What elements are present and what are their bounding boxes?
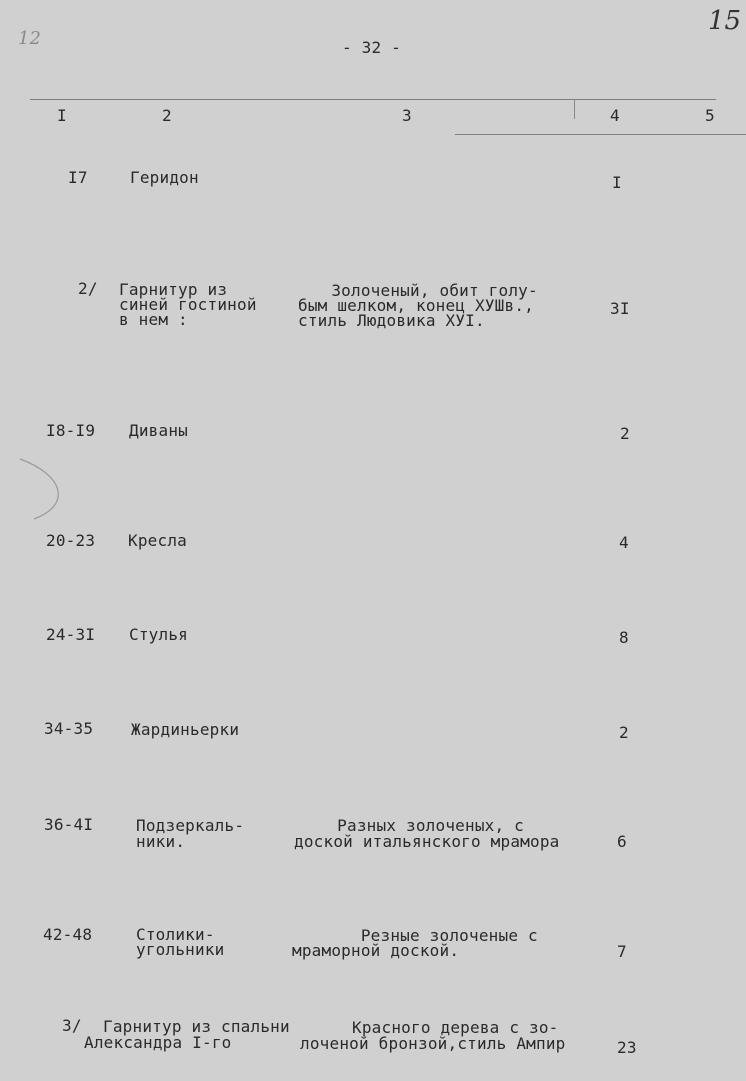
item-name: Диваны <box>129 421 188 440</box>
page-number: - 32 - <box>342 38 401 57</box>
item-description-line-2: бым шелком, конец ХУШв., <box>298 296 534 315</box>
item-name-line-2: ники. <box>136 832 186 851</box>
item-name-line-1: Столики- <box>136 925 215 944</box>
item-quantity: 2 <box>619 723 629 742</box>
item-number: 42-48 <box>43 925 93 944</box>
item-name: Кресла <box>128 531 187 550</box>
item-quantity: 23 <box>617 1038 637 1057</box>
item-number: 34-35 <box>44 719 94 738</box>
item-quantity: 8 <box>619 628 629 647</box>
sheet-number-handwritten: 15 <box>708 6 742 36</box>
item-description-line-3: стиль Людовика ХУI. <box>298 311 485 330</box>
item-quantity: 3I <box>610 299 630 318</box>
item-name-line-1: Гарнитур из <box>119 280 228 299</box>
header-bottom-rule <box>455 134 746 135</box>
pencil-mark-icon <box>14 455 74 525</box>
item-description-line-2: мраморной доской. <box>292 941 460 960</box>
item-number: 24-3I <box>46 625 96 644</box>
item-name-line-2: синей гостиной <box>119 295 257 314</box>
column-header-2: 2 <box>162 106 172 125</box>
item-quantity: 7 <box>617 942 627 961</box>
item-description-line-1: Золоченый, обит голу- <box>292 281 538 300</box>
item-quantity: 6 <box>617 832 627 851</box>
column-header-4: 4 <box>610 106 620 125</box>
column-header-3: 3 <box>402 106 412 125</box>
item-description-line-2: лоченой бронзой,стиль Ампир <box>300 1034 566 1053</box>
item-description-line-1: Красного дерева с зо- <box>352 1018 559 1037</box>
corner-mark: 12 <box>18 28 41 49</box>
item-name-line-1: Подзеркаль- <box>136 816 245 835</box>
item-description-line-2: доской итальянского мрамора <box>294 832 560 851</box>
column-header-1: I <box>57 106 67 125</box>
item-number: 36-4I <box>44 815 94 834</box>
column-divider <box>574 99 575 119</box>
item-quantity: I <box>612 173 622 192</box>
item-quantity: 4 <box>619 533 629 552</box>
item-name-line-1: Гарнитур из спальни <box>103 1017 290 1036</box>
header-top-rule <box>30 99 716 100</box>
item-name: Жардиньерки <box>131 720 240 739</box>
item-name: Стулья <box>129 625 188 644</box>
set-number: 3/ <box>62 1016 82 1035</box>
item-number: I8-I9 <box>46 421 96 440</box>
item-number: I7 <box>68 168 88 187</box>
item-description-line-1: Резные золоченые с <box>292 926 538 945</box>
set-number: 2/ <box>78 279 98 298</box>
item-name-line-2: угольники <box>136 940 225 959</box>
item-number: 20-23 <box>46 531 96 550</box>
item-name-line-3: в нем : <box>119 310 188 329</box>
item-quantity: 2 <box>620 424 630 443</box>
item-description-line-1: Разных золоченых, с <box>288 816 524 835</box>
item-name-line-2: Александра I-го <box>84 1033 232 1052</box>
item-name: Геридон <box>130 168 199 187</box>
column-header-5: 5 <box>705 106 715 125</box>
